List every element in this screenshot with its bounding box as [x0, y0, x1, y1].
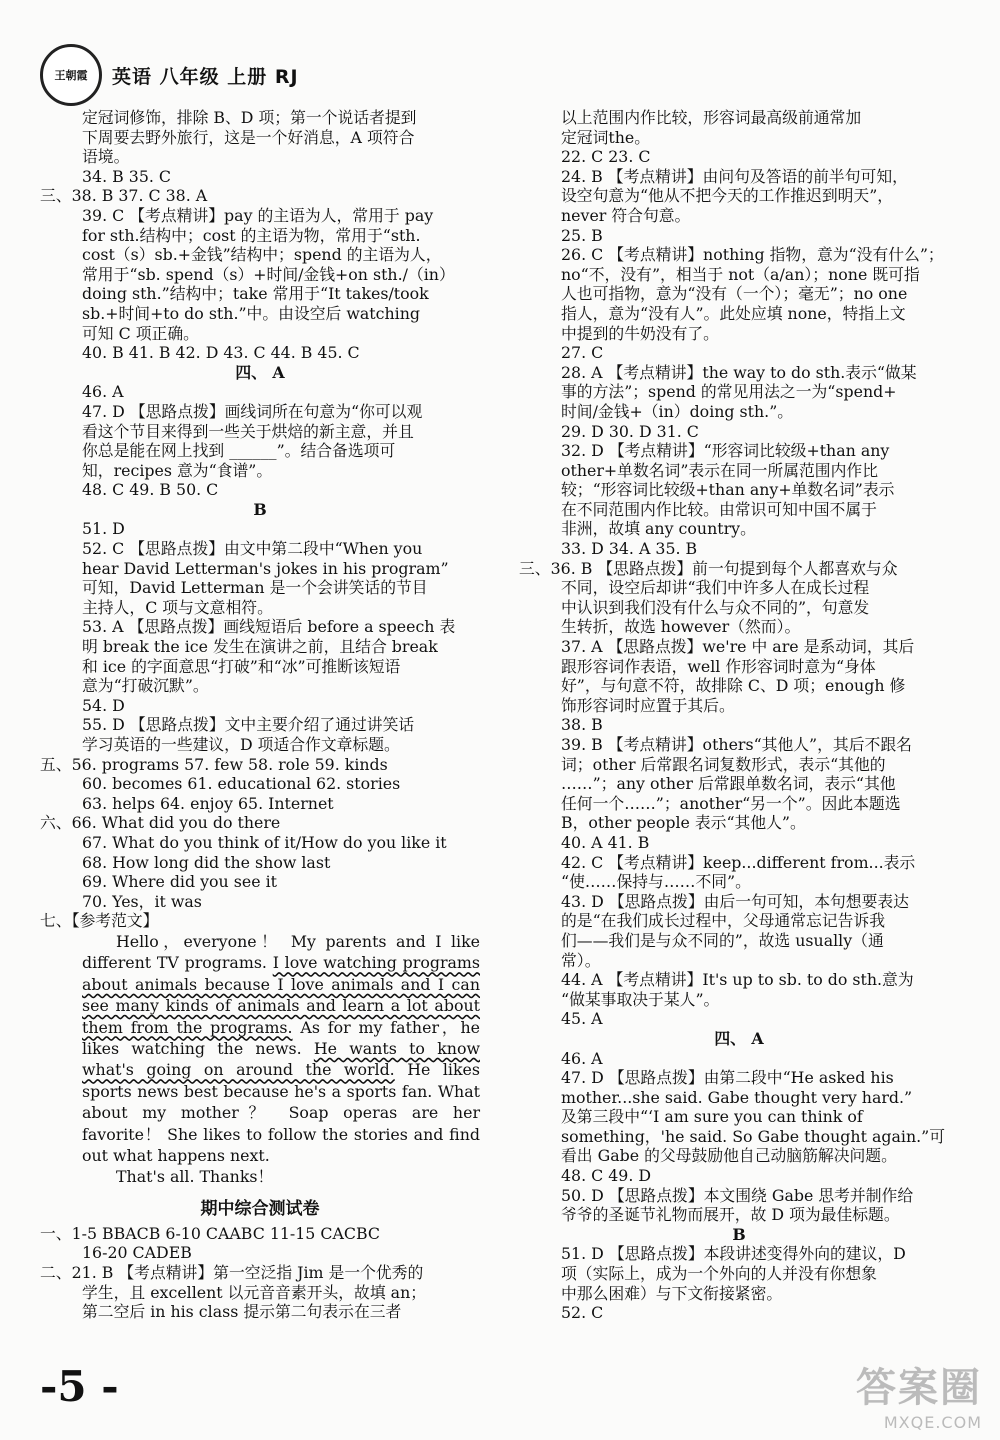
- answer-line: 51. D 【思路点拨】本段讲述变得外向的建议，D: [561, 1244, 906, 1264]
- answer-line: mother...she said. Gabe thought very hard.”: [561, 1087, 913, 1107]
- answer-line: 以上范围内作比较，形容词最高级前通常加: [561, 108, 862, 127]
- answer-line: 一、1-5 BBACB 6-10 CAABC 11-15 CACBC: [40, 1223, 380, 1243]
- essay-underlined-sentence: I love watching programs about animals because I love animals and I can see many kinds of animals and learn a lot about them from the programs.: [82, 953, 480, 1037]
- answer-line: 定冠词修饰，排除 B、D 项；第一个说话者提到: [82, 108, 417, 127]
- answer-line: 43. D 【思路点拨】由后一句可知，本句想要表达: [561, 891, 909, 911]
- answer-line: 54. D: [82, 695, 125, 715]
- answer-line: 27. C: [561, 343, 604, 363]
- answer-line: 中那么困难）与下文衔接紧密。: [561, 1283, 783, 1303]
- answer-line: 25. B: [561, 225, 603, 245]
- answer-line: 四、 A: [714, 1028, 764, 1048]
- answer-line: 47. D 【思路点拨】由第二段中“He asked his: [561, 1068, 894, 1088]
- answer-line: B: [732, 1224, 746, 1244]
- answer-line: 67. What do you think of it/How do you like it: [82, 832, 447, 852]
- page-header: [40, 50, 299, 100]
- answer-line: 们——我们是与众不同的”，故选 usually（通: [561, 930, 884, 950]
- answer-line: 55. D 【思路点拨】文中主要介绍了通过讲笑话: [82, 715, 415, 735]
- answer-line: cost（s）sb.+金钱”结构中；spend 的主语为人，: [82, 245, 442, 265]
- answer-line: 三、36. B 【思路点拨】前一句提到每个人都喜欢与众: [519, 558, 898, 578]
- watermark-url: MXQE.COM: [883, 1413, 982, 1432]
- answer-line: 知，recipes 意为“食谱”。: [82, 460, 273, 480]
- answer-line: 饰形容词时应置于其后。: [561, 695, 735, 715]
- answer-line: 51. D: [82, 519, 125, 539]
- answer-line: 60. becomes 61. educational 62. stories: [82, 774, 401, 794]
- essay-text: He likes sports news best because he's a sports fan. What about my mother？ Soap operas are her favorite！ She likes to follow the stories and find out what happens next.: [82, 1060, 480, 1165]
- answer-line: 学习英语的一些建议，D 项适合作文章标题。: [82, 735, 400, 754]
- watermark-logo: 答案圈: [856, 1365, 982, 1411]
- answer-line: 看这个节目来得到一些关于烘焙的新主意，并且: [82, 421, 414, 441]
- answer-line: 70. Yes，it was: [82, 891, 202, 911]
- answer-line: 学生，且 excellent 以元音音素开头，故填 an；: [82, 1282, 427, 1302]
- answer-line: 24. B 【考点精讲】由问句及答语的前半句可知，: [561, 166, 908, 186]
- answer-line: 常用于“sb. spend（s）+时间/金钱+on sth./（in）: [82, 264, 455, 284]
- answer-line: 26. C 【考点精讲】nothing 指物，意为“没有什么”；: [561, 245, 944, 265]
- essay-underlined-sentence: He wants to know what's going on around the world.: [82, 1038, 480, 1080]
- answer-line: 词；other 后常跟名词复数形式，表示“其他的: [561, 754, 886, 774]
- answer-line: 40. A 41. B: [561, 832, 650, 852]
- answer-line: 46. A: [82, 382, 124, 402]
- answer-line: 中提到的牛奶没有了。: [561, 323, 719, 343]
- answer-line: 二、21. B 【考点精讲】第一空泛指 Jim 是一个优秀的: [40, 1263, 424, 1282]
- answer-line: 定冠词the。: [561, 127, 651, 147]
- answer-line: ……”；any other 后常跟单数名词，表示“其他: [561, 774, 896, 794]
- answer-line: 69. Where did you see it: [82, 872, 277, 892]
- answer-line: 34. B 35. C: [82, 166, 172, 186]
- answer-line: 中认识到我们没有什么与众不同的”，句意发: [561, 597, 870, 617]
- left-answer-list: [40, 108, 480, 931]
- answer-line: 生转折，故选 however（然而）。: [561, 617, 801, 637]
- answer-line: 29. D 30. D 31. C: [561, 421, 699, 441]
- page-number: -5 -: [40, 1362, 119, 1411]
- publisher-logo-icon: 王朝霞: [40, 44, 102, 106]
- answer-line: 五、56. programs 57. few 58. role 59. kinds: [40, 754, 388, 774]
- answer-line: 16-20 CADEB: [82, 1243, 192, 1263]
- answer-line: never 符合句意。: [561, 205, 691, 225]
- answer-line: 主持人，C 项与文意相符。: [82, 597, 273, 617]
- answer-line: 52. C: [561, 1303, 604, 1323]
- answer-line: 跟形容词作表语，well 作形容词时意为“身体: [561, 656, 876, 676]
- answer-line: no“不，没有”，相当于 not（a/an）；none 既可指: [561, 264, 920, 284]
- answer-line: 53. A 【思路点拨】画线短语后 before a speech 表: [82, 617, 456, 637]
- answer-line: 较；“形容词比较级+than any+单数名词”表示: [561, 480, 895, 500]
- answer-line: 39. C 【考点精讲】pay 的主语为人，常用于 pay: [82, 205, 434, 225]
- model-essay: [40, 931, 480, 1188]
- answer-line: 非洲，故填 any country。: [561, 519, 756, 539]
- answer-line: something，'he said. So Gabe thought again.”可: [561, 1126, 946, 1146]
- answer-line: 45. A: [561, 1009, 603, 1029]
- answer-line: 63. helps 64. enjoy 65. Internet: [82, 793, 334, 813]
- answer-line: B，other people 表示“其他人”。: [561, 813, 806, 833]
- answer-line: other+单数名词”表示在同一所属范围内作比: [561, 460, 878, 480]
- answer-line: 28. A 【考点精讲】the way to do sth.表示“做某: [561, 362, 917, 382]
- midterm-answer-list: [40, 1224, 480, 1322]
- essay-text: Hello，everyone！ My parents and I like different TV programs.: [82, 931, 480, 973]
- answer-line: 47. D 【思路点拨】画线词所在句意为“你可以观: [82, 401, 423, 421]
- left-column: [40, 108, 480, 1322]
- essay-paragraph-1: [82, 931, 480, 1166]
- answer-line: 任何一个……”；another“另一个”。因此本题选: [561, 793, 901, 813]
- answer-line: 指人，意为“没有人”。此处应填 none，特指上文: [561, 303, 906, 323]
- answer-line: 明 break the ice 发生在演讲之前，且结合 break: [82, 637, 438, 657]
- answer-line: 六、66. What did you do there: [40, 813, 281, 833]
- answer-line: 及第三段中“‘I am sure you can think of: [561, 1107, 863, 1127]
- answer-line: 33. D 34. A 35. B: [561, 539, 698, 559]
- answer-line: 爷爷的圣诞节礼物而展开，故 D 项为最佳标题。: [561, 1205, 900, 1225]
- answer-line: 你总是能在网上找到 ______”。结合备选项可: [82, 441, 396, 461]
- answer-line: 意为“打破沉默”。: [82, 676, 209, 696]
- right-column: [519, 108, 959, 1323]
- midterm-title: 期中综合测试卷: [200, 1198, 320, 1219]
- answer-line: 项（实际上，成为一个外向的人并没有你想象: [561, 1264, 877, 1284]
- answer-line: 人也可指物，意为“没有（一个）；毫无”；no one: [561, 284, 908, 304]
- header-title: 英语 八年级 上册 RJ: [112, 65, 299, 88]
- answer-line: for sth.结构中；cost 的主语为物，常用于“sth.: [82, 225, 421, 245]
- answer-line: 的是“在我们成长过程中，父母通常忘记告诉我: [561, 911, 886, 931]
- answer-line: 可知，David Letterman 是一个会讲笑话的节目: [82, 578, 428, 598]
- answer-line: “做某事取决于某人”。: [561, 989, 720, 1009]
- answer-line: 可知 C 项正确。: [82, 323, 199, 343]
- answer-line: doing sth.”结构中；take 常用于“It takes/took: [82, 284, 429, 304]
- answer-line: 时间/金钱+（in）doing sth.”。: [561, 401, 794, 421]
- answer-line: 38. B: [561, 715, 603, 735]
- answer-line: 68. How long did the show last: [82, 852, 331, 872]
- answer-line: 50. D 【思路点拨】本文围绕 Gabe 思考并制作给: [561, 1185, 914, 1205]
- essay-paragraph-2: That's all. Thanks！: [116, 1167, 274, 1187]
- answer-line: 好”，与句意不符，故排除 C、D 项；enough 修: [561, 676, 906, 696]
- answer-line: 看出 Gabe 的父母鼓励他自己动脑筋解决问题。: [561, 1146, 897, 1166]
- answer-line: 42. C 【考点精讲】keep...different from...表示: [561, 852, 916, 872]
- answer-line: B: [253, 499, 267, 519]
- right-answer-list: [519, 108, 959, 1323]
- answer-line: 46. A: [561, 1048, 603, 1068]
- answer-line: 下周要去野外旅行，这是一个好消息，A 项符合: [82, 127, 415, 147]
- answer-line: 22. C 23. C: [561, 147, 651, 167]
- answer-line: 在不同范围内作比较。由常识可知中国不属于: [561, 499, 877, 519]
- answer-line: 设空句意为“他从不把今天的工作推迟到明天”，: [561, 186, 894, 206]
- answer-line: 三、38. B 37. C 38. A: [40, 186, 208, 206]
- answer-line: 第二空后 in his class 提示第二句表示在三者: [82, 1302, 402, 1322]
- answer-line: 52. C 【思路点拨】由文中第二段中“When you: [82, 539, 423, 559]
- answer-line: 48. C 49. D: [561, 1166, 652, 1186]
- answer-line: 32. D 【考点精讲】“形容词比较级+than any: [561, 441, 890, 461]
- answer-line: sb.+时间+to do sth.”中。由设空后 watching: [82, 303, 421, 323]
- answer-line: hear David Letterman's jokes in his program”: [82, 558, 449, 578]
- answer-line: 37. A 【思路点拨】we're 中 are 是系动词，其后: [561, 637, 915, 657]
- answer-line: 和 ice 的字面意思“打破”和“冰”可推断该短语: [82, 656, 401, 676]
- answer-line: 四、 A: [235, 362, 285, 382]
- answer-line: 不同，设空后却讲“我们中许多人在成长过程: [561, 578, 870, 598]
- answer-line: 39. B 【考点精讲】others“其他人”，其后不跟名: [561, 735, 912, 754]
- answer-line: 七、【参考范文】: [40, 911, 159, 931]
- essay-text: As for my father，he likes watching the news.: [82, 1017, 480, 1058]
- answer-line: 常）。: [561, 950, 601, 970]
- answer-line: 事的方法”；spend 的常见用法之一为“spend+: [561, 382, 897, 402]
- answer-line: 语境。: [82, 147, 130, 167]
- answer-line: 44. A 【考点精讲】It's up to sb. to do sth.意为: [561, 970, 914, 990]
- watermark: [856, 1356, 982, 1432]
- answer-line: 40. B 41. B 42. D 43. C 44. B 45. C: [82, 343, 360, 363]
- answer-line: “使……保持与……不同”。: [561, 872, 751, 892]
- answer-line: 48. C 49. B 50. C: [82, 480, 219, 500]
